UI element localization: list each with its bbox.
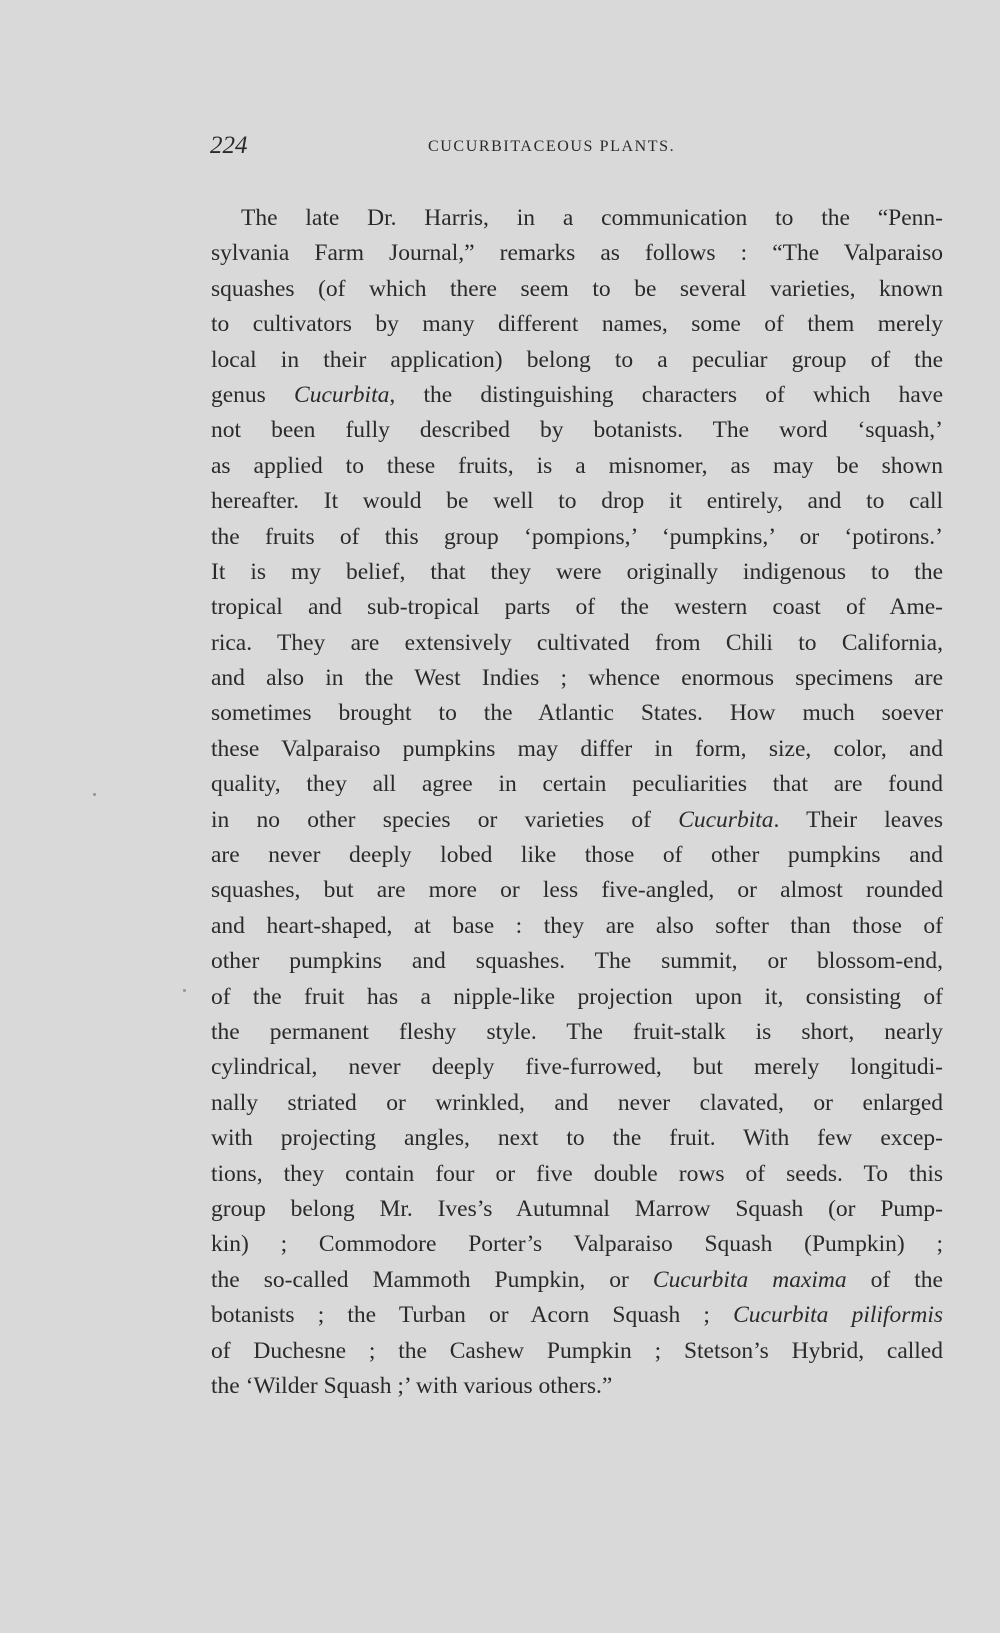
text-run: squashes, but are more or less five-angled, or almost rounded [211, 877, 943, 904]
text-run: the ‘Wilder Squash ;’ with various others.” [211, 1372, 613, 1399]
text-run: cylindrical, never deeply five-furrowed, but merely longitudi- [211, 1054, 943, 1081]
italic-text: Cucurbita piliformis [733, 1302, 943, 1329]
italic-text: Cucurbita [294, 381, 390, 408]
text-run: to cultivators by many different names, some of them merely [211, 311, 943, 338]
text-run: of the fruit has a nipple-like projection upon it, consisting of [211, 983, 943, 1010]
body-paragraph [211, 201, 943, 1404]
text-run: and also in the West Indies ; whence enormous specimens are [211, 665, 943, 692]
text-line [211, 1263, 943, 1298]
text-run: of Duchesne ; the Cashew Pumpkin ; Stetson’s Hybrid, called [211, 1337, 943, 1364]
text-run: sylvania Farm Journal,” remarks as follows : “The Valparaiso [211, 240, 943, 267]
text-line [211, 1298, 943, 1333]
text-run: these Valparaiso pumpkins may differ in form, size, color, and [211, 735, 943, 762]
text-run: as applied to these fruits, is a misnomer, as may be shown [211, 452, 943, 479]
running-head: CUCURBITACEOUS PLANTS. [428, 138, 676, 155]
text-run: other pumpkins and squashes. The summit, or blossom-end, [211, 948, 943, 975]
text-line [211, 944, 943, 979]
scan-speck [93, 793, 96, 796]
text-run: nally striated or wrinkled, and never clavated, or enlarged [211, 1089, 943, 1116]
text-line [211, 272, 943, 307]
text-run: squashes (of which there seem to be several varieties, known [211, 275, 943, 302]
text-run: kin) ; Commodore Porter’s Valparaiso Squash (Pumpkin) ; [211, 1231, 943, 1258]
text-line [211, 413, 943, 448]
text-run: local in their application) belong to a peculiar group of the [211, 346, 943, 373]
text-run: quality, they all agree in certain peculiarities that are found [211, 771, 943, 798]
text-run: and heart-shaped, at base : they are also softer than those of [211, 912, 943, 939]
text-run: in no other species or varieties of [211, 806, 679, 833]
text-run: hereafter. It would be well to drop it entirely, and to call [211, 488, 943, 515]
text-line [211, 1369, 943, 1404]
text-run: sometimes brought to the Atlantic States. How much soever [211, 700, 943, 727]
scan-speck [183, 989, 186, 992]
text-line [211, 1121, 943, 1156]
text-line [211, 1157, 943, 1192]
text-run: tions, they contain four or five double rows of seeds. To this [211, 1160, 943, 1187]
text-line [211, 1334, 943, 1369]
page-number: 224 [210, 132, 248, 159]
text-line [211, 484, 943, 519]
text-line [211, 732, 943, 767]
text-run: with projecting angles, next to the fruit. With few excep- [211, 1125, 943, 1152]
text-run: . Their leaves [773, 806, 943, 833]
text-line [211, 873, 943, 908]
text-line [211, 1086, 943, 1121]
page-header [210, 132, 725, 162]
text-line [211, 449, 943, 484]
text-line [211, 236, 943, 271]
italic-text: Cucurbita maxima [652, 1266, 847, 1293]
text-line [211, 555, 943, 590]
text-line [211, 980, 943, 1015]
text-line [211, 307, 943, 342]
text-run: tropical and sub-tropical parts of the western coast of Ame- [211, 594, 943, 621]
text-run: not been fully described by botanists. The word ‘squash,’ [211, 417, 943, 444]
text-run: genus [211, 381, 295, 408]
text-run: It is my belief, that they were originally indigenous to the [211, 558, 943, 585]
text-line [211, 803, 943, 838]
text-line [211, 661, 943, 696]
text-line [211, 378, 943, 413]
text-run: the so-called Mammoth Pumpkin, or [211, 1266, 653, 1293]
text-line [211, 1227, 943, 1262]
text-line [211, 520, 943, 555]
text-line [211, 590, 943, 625]
text-run: the permanent fleshy style. The fruit-stalk is short, nearly [211, 1018, 943, 1045]
text-line [211, 1015, 943, 1050]
text-run: are never deeply lobed like those of other pumpkins and [211, 842, 943, 869]
text-run: of the [846, 1266, 943, 1293]
text-line [211, 201, 943, 236]
text-run: rica. They are extensively cultivated from Chili to California, [211, 629, 943, 656]
text-line [211, 696, 943, 731]
text-line [211, 1192, 943, 1227]
text-line [211, 1050, 943, 1085]
text-run: , the distinguishing characters of which have [389, 381, 943, 408]
text-run: The late Dr. Harris, in a communication to the “Penn- [241, 205, 943, 231]
text-run: the fruits of this group ‘pompions,’ ‘pumpkins,’ or ‘potirons.’ [211, 523, 943, 550]
text-run: botanists ; the Turban or Acorn Squash ; [211, 1302, 734, 1329]
text-line [211, 767, 943, 802]
text-line [211, 909, 943, 944]
text-line [211, 626, 943, 661]
text-line [211, 343, 943, 378]
italic-text: Cucurbita [678, 806, 774, 833]
text-run: group belong Mr. Ives’s Autumnal Marrow Squash (or Pump- [211, 1195, 943, 1222]
text-line [211, 838, 943, 873]
